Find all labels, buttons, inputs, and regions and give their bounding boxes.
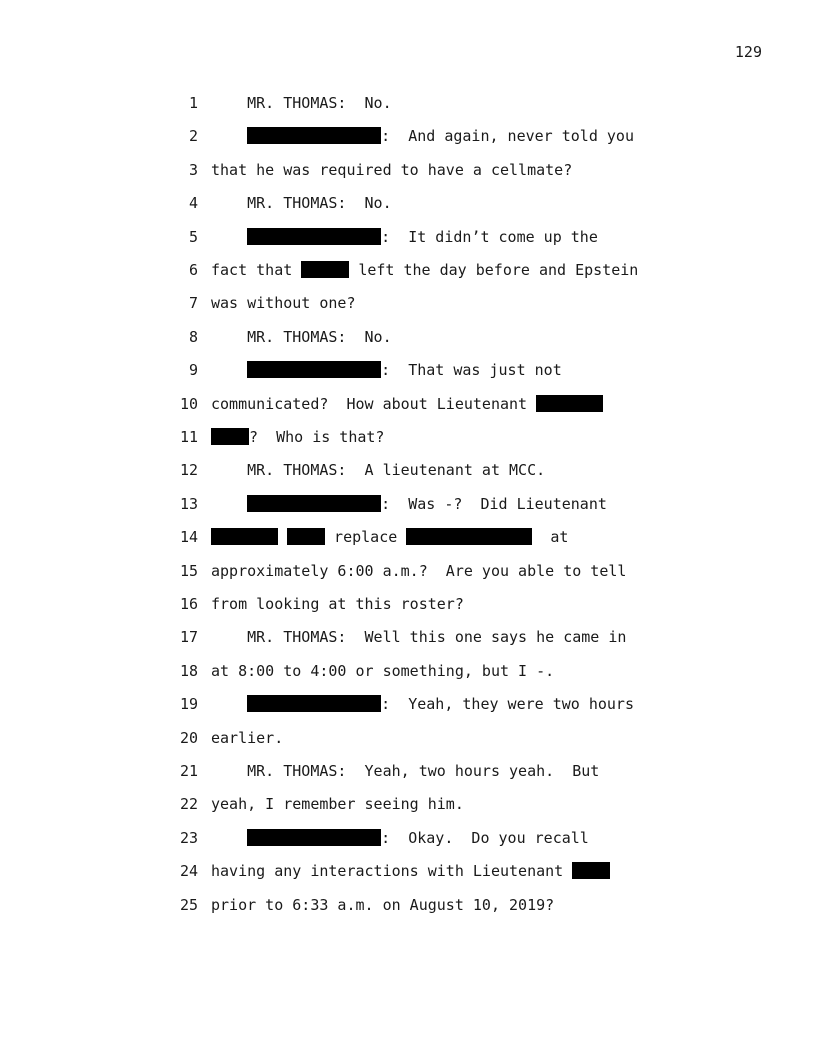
line-number: 5 <box>188 227 198 246</box>
redaction-block <box>247 829 381 846</box>
line-text <box>211 626 626 648</box>
line-text-segment: prior to 6:33 a.m. on August 10, 2019? <box>211 895 555 914</box>
line-text-segment <box>211 695 247 713</box>
transcript-line <box>0 326 816 348</box>
line-text-segment <box>211 127 247 145</box>
line-number: 19 <box>179 695 198 714</box>
line-text <box>211 660 554 682</box>
line-text <box>211 326 392 348</box>
line-number: 25 <box>179 895 198 914</box>
transcript-line <box>0 894 816 916</box>
line-text <box>211 894 554 916</box>
redaction-block <box>247 361 381 378</box>
line-text <box>211 159 572 181</box>
line-number: 12 <box>179 461 198 480</box>
line-text-segment: left the day before and Epstein <box>349 261 639 279</box>
transcript-line <box>0 626 816 648</box>
line-number: 10 <box>179 394 198 413</box>
line-text-segment: communicated? How about Lieutenant <box>211 394 537 413</box>
line-text-segment: MR. THOMAS: A lieutenant at MCC. <box>211 461 546 480</box>
line-number: 16 <box>179 595 198 613</box>
line-text-segment: yeah, I remember seeing him. <box>211 795 464 814</box>
line-text-segment: ? Who is that? <box>249 428 385 446</box>
line-text-segment: was without one? <box>211 294 356 313</box>
redaction-block <box>301 261 349 278</box>
line-text-segment: MR. THOMAS: No. <box>211 194 392 213</box>
transcript-line <box>0 827 816 849</box>
line-text-segment: : That was just not <box>381 361 562 380</box>
line-text-segment <box>278 528 287 546</box>
redaction-block <box>211 428 249 445</box>
line-text <box>211 560 626 582</box>
line-text <box>211 426 384 448</box>
line-text <box>211 526 568 548</box>
transcript-line <box>0 92 816 114</box>
transcript-line <box>0 860 816 882</box>
line-text-segment: approximately 6:00 a.m.? Are you able to tell <box>211 561 627 580</box>
line-number: 4 <box>188 194 198 213</box>
line-text <box>211 125 634 147</box>
line-text-segment: : And again, never told you <box>381 127 634 146</box>
line-text <box>211 860 610 882</box>
transcript-line <box>0 259 816 281</box>
line-number: 3 <box>188 160 198 179</box>
line-text-segment: MR. THOMAS: Well this one says he came in <box>211 628 627 647</box>
line-number: 2 <box>188 127 198 146</box>
line-text-segment: at <box>532 528 569 547</box>
line-text-segment: : It didn’t come up the <box>381 227 598 246</box>
line-number: 23 <box>179 828 198 847</box>
line-text-segment: MR. THOMAS: No. <box>211 94 392 112</box>
line-text <box>211 593 464 615</box>
line-text-segment <box>211 361 247 379</box>
line-text-segment: : Yeah, they were two hours <box>381 695 634 714</box>
line-text-segment: : Was -? Did Lieutenant <box>381 494 607 513</box>
transcript-line <box>0 660 816 682</box>
line-text-segment: MR. THOMAS: Yeah, two hours yeah. But <box>211 762 600 780</box>
line-text-segment: at 8:00 to 4:00 or something, but I -. <box>211 661 555 680</box>
transcript-line <box>0 226 816 248</box>
transcript-line <box>0 493 816 515</box>
transcript-line <box>0 459 816 481</box>
transcript-line <box>0 292 816 314</box>
line-number: 8 <box>188 327 198 346</box>
line-number: 9 <box>188 361 198 380</box>
line-text <box>211 393 603 415</box>
line-text <box>211 192 392 214</box>
line-number: 15 <box>179 561 198 580</box>
redaction-block <box>247 127 381 144</box>
redaction-block <box>572 862 610 879</box>
line-number: 21 <box>179 762 198 780</box>
redaction-block <box>247 228 381 245</box>
line-number: 18 <box>179 661 198 680</box>
line-number: 17 <box>179 628 198 647</box>
transcript-line <box>0 426 816 448</box>
redaction-block <box>536 395 603 412</box>
transcript-line <box>0 793 816 815</box>
transcript-line <box>0 760 816 782</box>
transcript-line <box>0 526 816 548</box>
transcript-line <box>0 393 816 415</box>
transcript-line <box>0 560 816 582</box>
line-text <box>211 459 545 481</box>
line-number: 11 <box>179 428 198 446</box>
redaction-block <box>287 528 325 545</box>
line-number: 6 <box>188 261 198 279</box>
line-text-segment: from looking at this roster? <box>211 595 464 613</box>
line-text-segment: : Okay. Do you recall <box>381 828 589 847</box>
line-text <box>211 259 638 281</box>
redaction-block <box>406 528 532 545</box>
line-text <box>211 226 598 248</box>
redaction-block <box>247 695 381 712</box>
redaction-block <box>247 495 381 512</box>
line-text <box>211 827 589 849</box>
line-text-segment: having any interactions with Lieutenant <box>211 862 573 881</box>
line-text-segment: earlier. <box>211 728 284 747</box>
transcript-line <box>0 125 816 147</box>
transcript-line <box>0 159 816 181</box>
transcript-line <box>0 192 816 214</box>
line-number: 7 <box>188 294 198 313</box>
line-text <box>211 359 562 381</box>
line-text <box>211 292 356 314</box>
transcript-line <box>0 727 816 749</box>
line-number: 24 <box>179 862 198 881</box>
line-text <box>211 92 392 114</box>
line-text <box>211 793 464 815</box>
line-number: 22 <box>179 795 198 814</box>
line-text <box>211 760 599 782</box>
page-number: 129 <box>734 43 762 61</box>
line-text <box>211 693 634 715</box>
transcript-line <box>0 693 816 715</box>
line-text-segment <box>211 495 247 513</box>
line-text-segment <box>211 228 247 246</box>
transcript-line <box>0 359 816 381</box>
line-text <box>211 727 283 749</box>
line-number: 1 <box>188 94 198 112</box>
line-number: 14 <box>179 528 198 547</box>
line-text-segment <box>211 829 247 847</box>
line-text <box>211 493 607 515</box>
line-text-segment: that he was required to have a cellmate? <box>211 160 573 179</box>
line-text-segment: fact that <box>211 261 302 279</box>
line-number: 20 <box>179 728 198 747</box>
line-text-segment: MR. THOMAS: No. <box>211 327 392 346</box>
transcript-line <box>0 593 816 615</box>
redaction-block <box>211 528 278 545</box>
line-text-segment: replace <box>325 528 407 547</box>
line-number: 13 <box>179 494 198 513</box>
